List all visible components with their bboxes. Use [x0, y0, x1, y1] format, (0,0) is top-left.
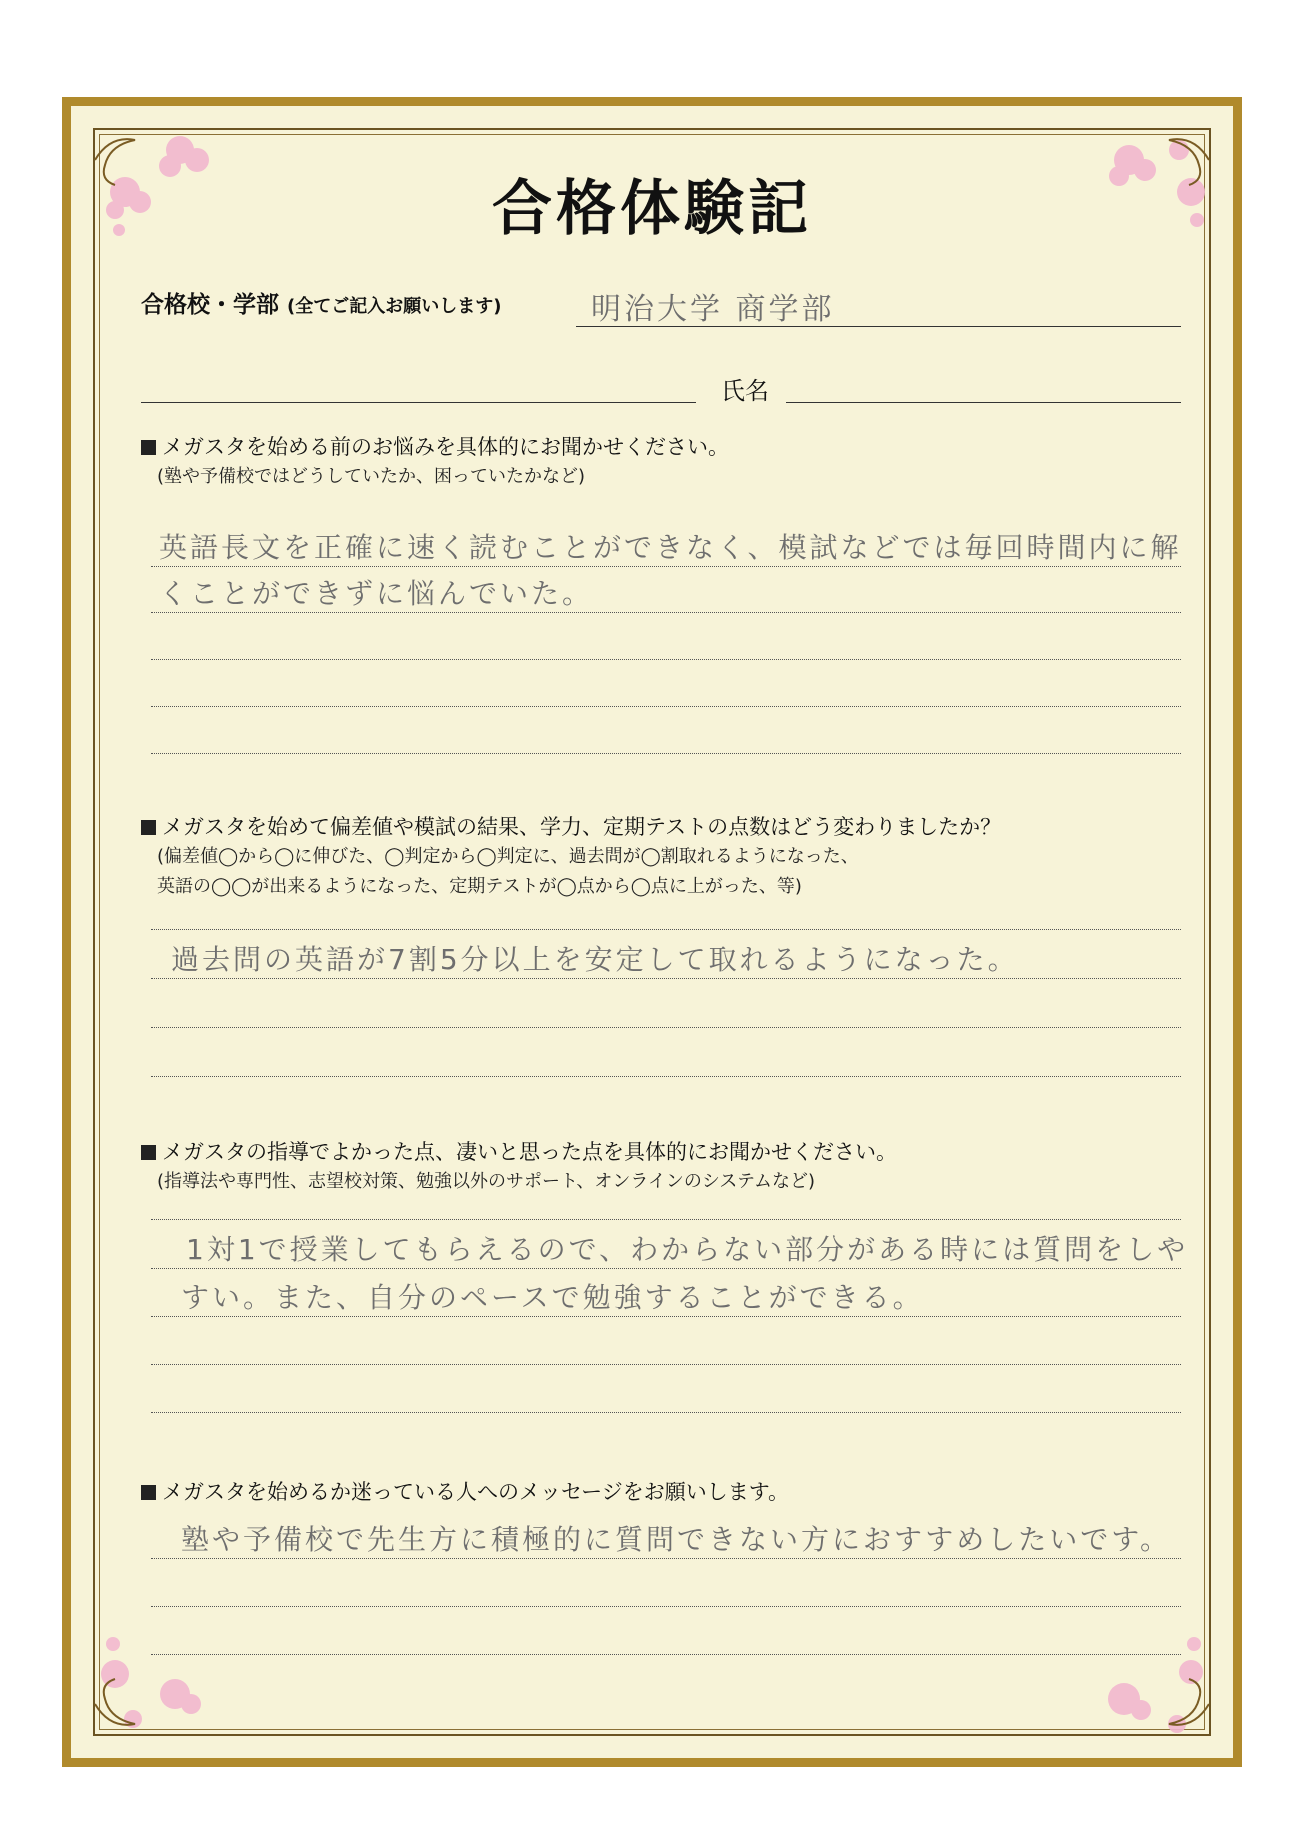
question-4-text: メガスタを始めるか迷っている人へのメッセージをお願いします。	[162, 1480, 790, 1504]
answer-line	[151, 1268, 1181, 1269]
answer-2-line-1: 過去問の英語が7割5分以上を安定して取れるようになった。	[171, 943, 1019, 976]
answer-line	[151, 1364, 1181, 1365]
school-underline	[576, 326, 1181, 327]
answer-line	[151, 566, 1181, 567]
question-1-heading	[141, 431, 729, 461]
answer-line	[151, 929, 1181, 930]
square-bullet-icon	[141, 820, 156, 835]
question-2-text: メガスタを始めて偏差値や模試の結果、学力、定期テストの点数はどう変わりましたか？	[162, 815, 1002, 839]
answer-line	[151, 1027, 1181, 1028]
answer-4-line-1: 塾や予備校で先生方に積極的に質問できない方におすすめしたいです。	[181, 1523, 1172, 1556]
cherry-blossom-icon	[1079, 1624, 1219, 1744]
answer-line	[151, 1076, 1181, 1077]
name-label: 氏名	[721, 377, 769, 405]
page-title: 合格体験記	[492, 174, 812, 244]
cherry-blossom-icon	[85, 1624, 225, 1744]
name-left-underline	[141, 402, 696, 403]
question-3-heading	[141, 1136, 897, 1166]
answer-line	[151, 978, 1181, 979]
question-2-note-1: (偏差値◯から◯に伸びた、◯判定から◯判定に、過去問が◯割取れるようになった、	[157, 846, 859, 867]
experience-form	[62, 97, 1242, 1767]
answer-line	[151, 1412, 1181, 1413]
answer-line	[151, 706, 1181, 707]
question-1-note: (塾や予備校ではどうしていたか、困っていたかなど)	[157, 466, 586, 487]
question-1-text: メガスタを始める前のお悩みを具体的にお聞かせください。	[162, 435, 729, 459]
answer-line	[151, 753, 1181, 754]
school-field-label	[141, 286, 501, 319]
square-bullet-icon	[141, 440, 156, 455]
answer-line	[151, 1316, 1181, 1317]
answer-3-line-2: すい。また、自分のペースで勉強することができる。	[181, 1281, 924, 1314]
answer-line	[151, 659, 1181, 660]
answer-1-line-1: 英語長文を正確に速く読むことができなく、模試などでは毎回時間内に解	[159, 531, 1182, 564]
square-bullet-icon	[141, 1145, 156, 1160]
answer-line	[151, 1606, 1181, 1607]
answer-3-line-1: 1対1で授業してもらえるので、わからない部分がある時には質問をしや	[186, 1233, 1189, 1266]
answer-1-line-2: くことができずに悩んでいた。	[159, 577, 594, 610]
answer-line	[151, 1654, 1181, 1655]
question-3-note: (指導法や専門性、志望校対策、勉強以外のサポート、オンラインのシステムなど)	[157, 1171, 816, 1192]
answer-line	[151, 612, 1181, 613]
question-3-text: メガスタの指導でよかった点、凄いと思った点を具体的にお聞かせください。	[162, 1140, 897, 1164]
name-underline	[786, 402, 1181, 403]
school-value: 明治大学 商学部	[591, 292, 835, 327]
square-bullet-icon	[141, 1485, 156, 1500]
answer-line	[151, 1219, 1181, 1220]
question-2-note-2: 英語の◯◯が出来るようになった、定期テストが◯点から◯点に上がった、等)	[157, 876, 802, 897]
answer-line	[151, 1558, 1181, 1559]
school-label: 合格校・学部	[141, 292, 279, 318]
school-note: (全てご記入お願いします)	[287, 296, 502, 317]
question-4-heading	[141, 1476, 789, 1506]
question-2-heading	[141, 811, 1001, 841]
